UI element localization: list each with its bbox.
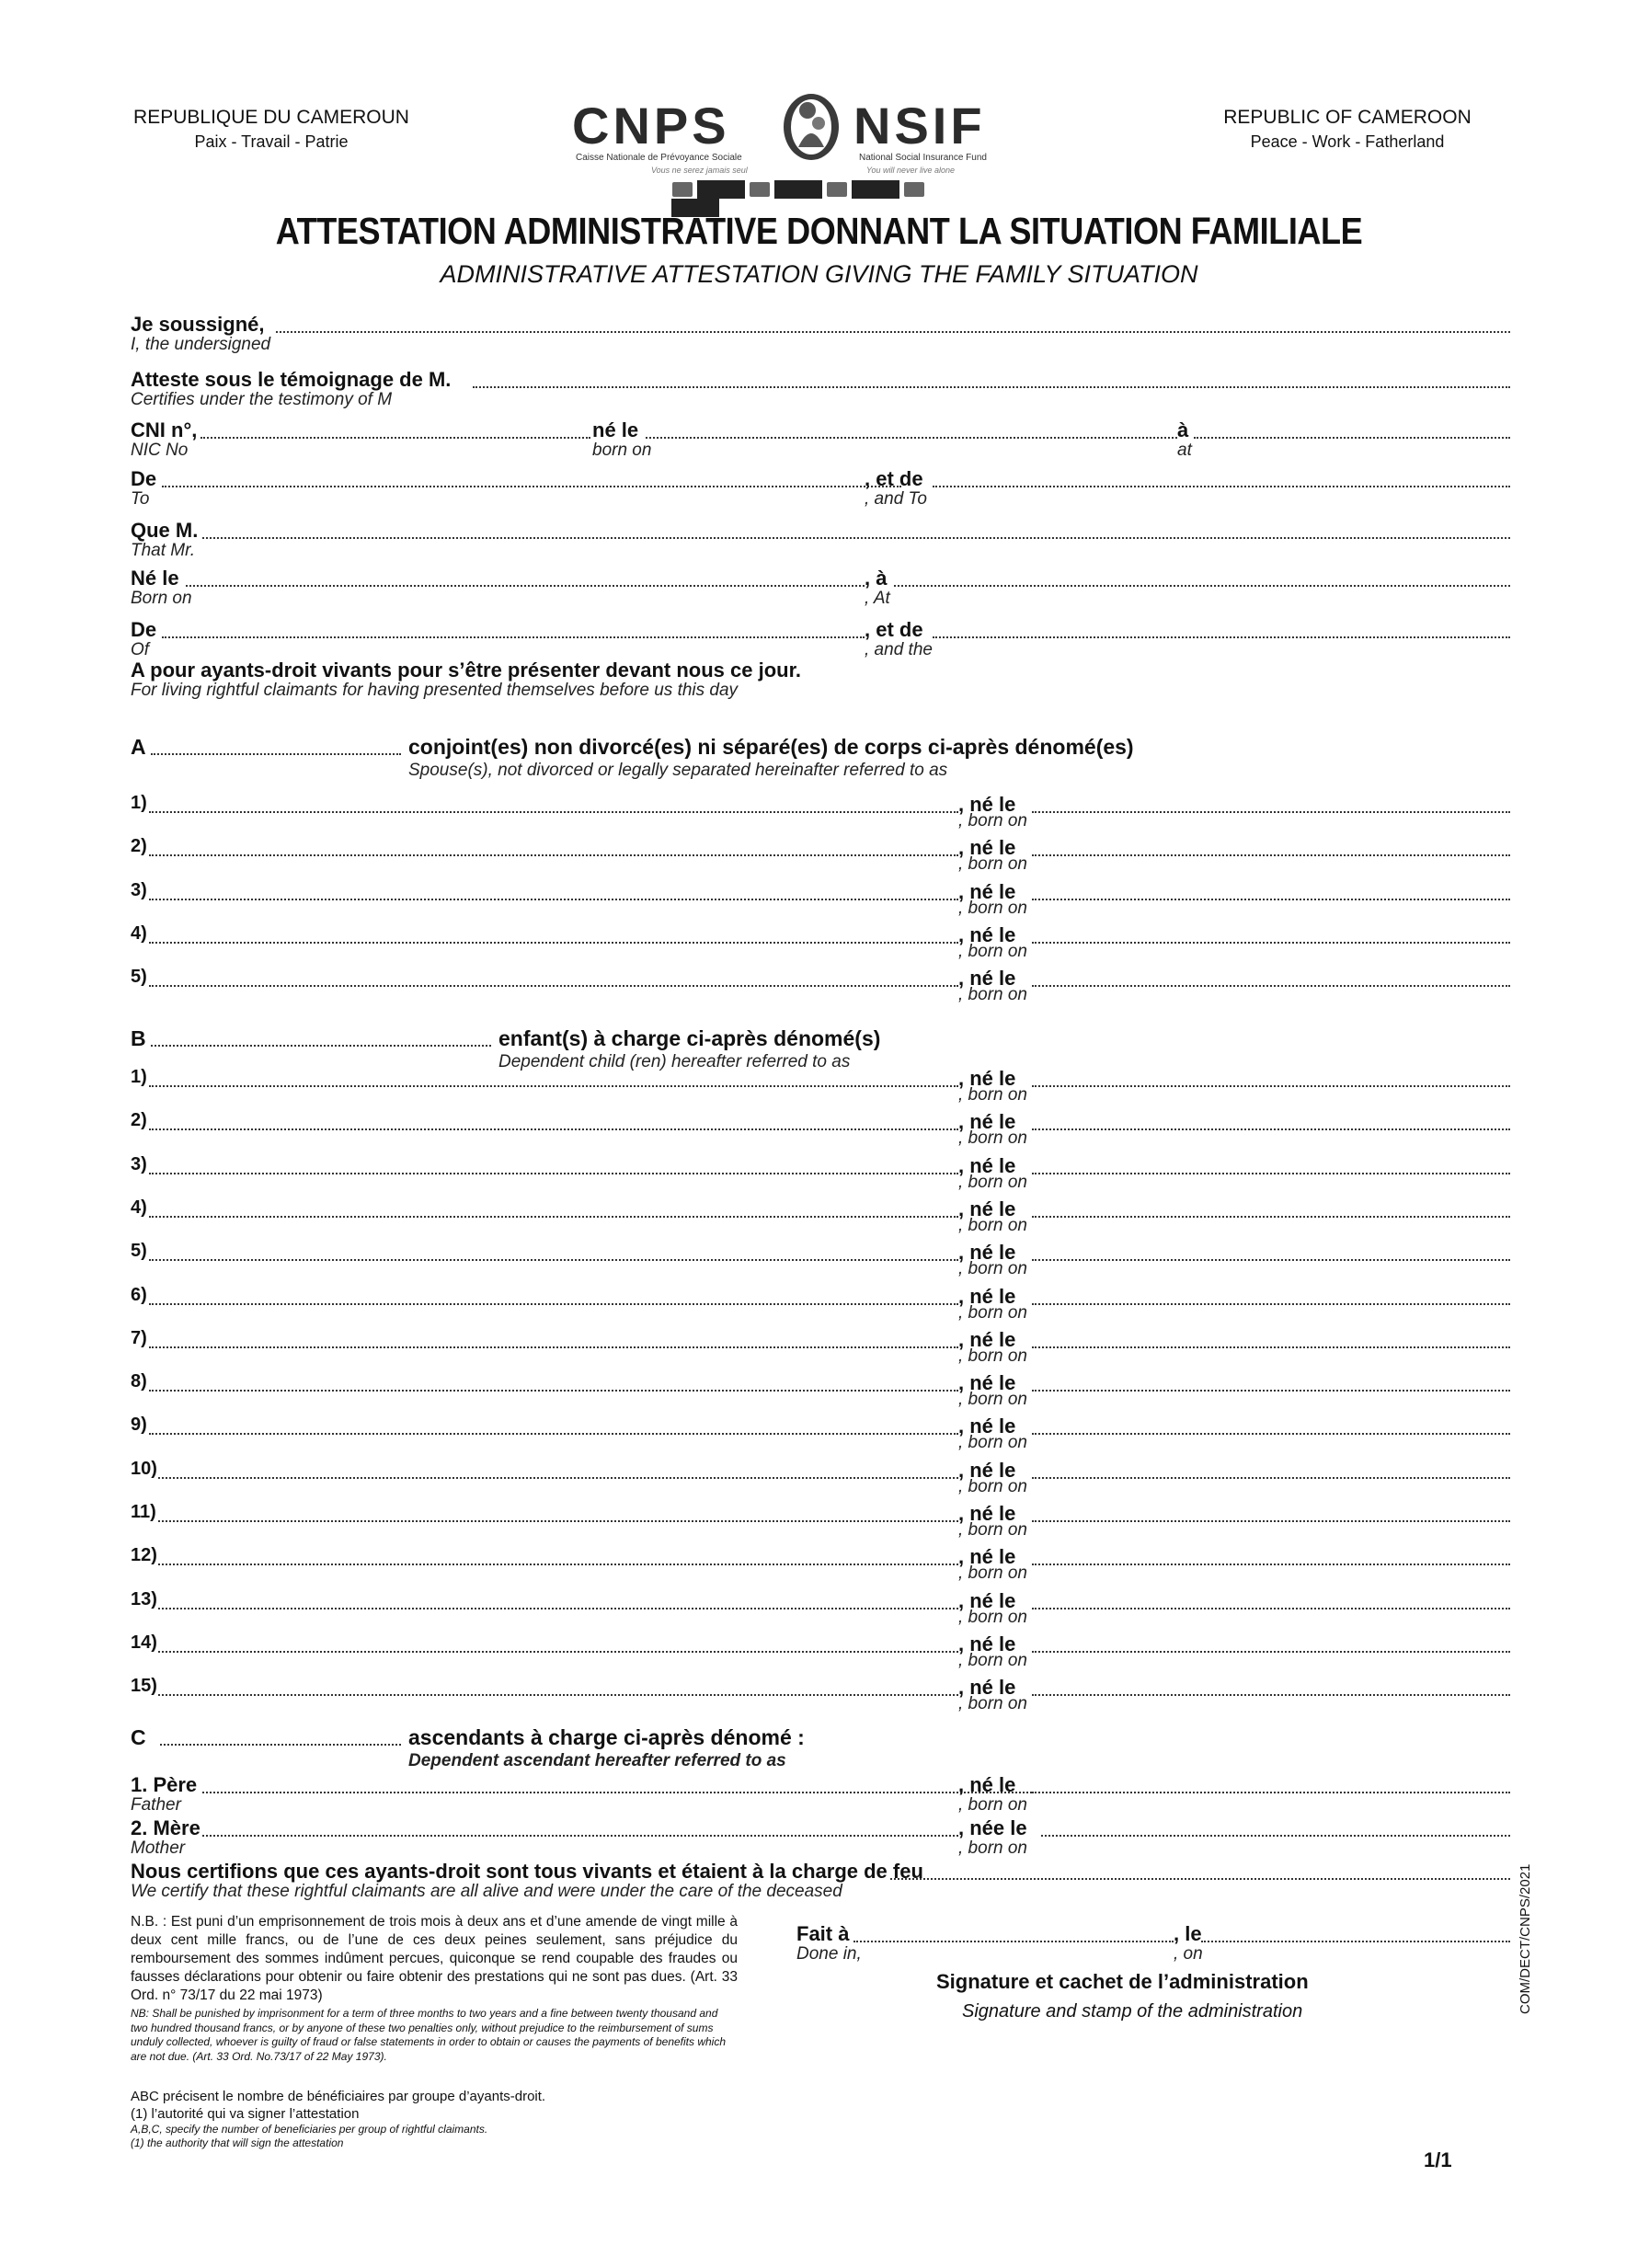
child-birthdate-field[interactable] [1032, 1632, 1510, 1653]
child-born-label-en: , born on [958, 1128, 1027, 1149]
legal-notice-fr: N.B. : Est puni d’un emprisonnement de trois mois à deux ans et d’une amende de vingt mille à deux cent mille francs, ou de l’une de ces deux peines seulement, sans préjudice du remboursement des sommes indûment percues, quiconque se rend coupable des fraudes ou fausses déclarations pour obtenir ou faire obtenir des prestations qui ne sont pas dues. (Art. 33 Ord. n° 73/17 du 22 mai 1973) [131, 1914, 738, 2003]
logo-left-tagline: Vous ne serez jamais seul [651, 166, 748, 175]
child-row-number: 1) [131, 1067, 147, 1087]
section-b-subtitle: Dependent child (ren) hereafter referred to as [498, 1052, 851, 1071]
child-born-label: , né le [958, 1458, 1016, 1482]
child-birthdate-field[interactable] [1032, 1502, 1510, 1522]
logo-right-tagline: You will never live alone [866, 166, 956, 175]
deceased-birthdate-field[interactable] [186, 567, 865, 587]
seal-box-icon [774, 180, 822, 199]
spouse-row-number: 3) [131, 879, 147, 900]
label-de-2: De [131, 618, 157, 641]
child-name-field[interactable] [149, 1328, 958, 1348]
identity-row [131, 313, 1510, 359]
child-name-field[interactable] [149, 1241, 958, 1261]
spouse-row [131, 967, 1510, 1013]
identity-row [131, 567, 1510, 613]
footnotes [131, 2088, 774, 2150]
motto-en: Peace - Work - Fatherland [1250, 132, 1445, 151]
child-name-field[interactable] [149, 1415, 958, 1435]
child-row-number: 12) [131, 1545, 157, 1566]
fait-label-en: Done in, [796, 1944, 862, 1964]
label-que-en: That Mr. [131, 541, 196, 560]
signature-block [796, 1922, 1514, 2033]
spouse-born-label-en: , born on [958, 811, 1027, 830]
father-label-en: Father [131, 1795, 181, 1815]
child-row-number: 11) [131, 1502, 156, 1522]
child-birthdate-field[interactable] [1032, 1371, 1510, 1392]
seal-icon [750, 182, 770, 197]
section-c-count-field[interactable] [160, 1725, 401, 1746]
spouse-birthdate-field[interactable] [1032, 836, 1510, 856]
mother-born-label-en: , born on [958, 1838, 1027, 1858]
signature-title-en: Signature and stamp of the administration [962, 2001, 1303, 2022]
logo-left-sub: Caisse Nationale de Prévoyance Sociale [576, 153, 742, 163]
child-birthdate-field[interactable] [1032, 1241, 1510, 1261]
seal-icon [904, 182, 924, 197]
label-a-2: , à [865, 567, 888, 590]
child-born-label-en: , born on [958, 1476, 1027, 1496]
child-born-label: , né le [958, 1241, 1016, 1265]
child-born-label: , né le [958, 1545, 1016, 1569]
child-name-field[interactable] [158, 1676, 958, 1696]
spouse-row-number: 1) [131, 793, 147, 813]
child-born-label: , né le [958, 1632, 1016, 1655]
child-born-label: , né le [958, 1676, 1016, 1700]
spouse-name-field[interactable] [149, 793, 958, 813]
mother-row [131, 1816, 1510, 1862]
country-fr: REPUBLIQUE DU CAMEROUN [133, 107, 409, 128]
child-row [131, 1328, 1510, 1374]
child-row-number: 14) [131, 1632, 157, 1653]
deceased-father-field[interactable] [162, 618, 865, 638]
father-label: 1. Père [131, 1773, 198, 1796]
child-name-field[interactable] [149, 1285, 958, 1305]
birthdate-field[interactable] [646, 418, 1177, 439]
spouse-born-label: , né le [958, 836, 1016, 860]
child-row [131, 1632, 1510, 1678]
child-born-label-en: , born on [958, 1085, 1027, 1105]
spouse-born-label: , né le [958, 879, 1016, 903]
child-row-number: 2) [131, 1110, 147, 1131]
logo-emblem-icon [780, 92, 842, 162]
child-row-number: 10) [131, 1458, 157, 1479]
child-born-label: , né le [958, 1153, 1016, 1177]
child-born-label-en: , born on [958, 1259, 1027, 1279]
spouse-born-label: , né le [958, 967, 1016, 991]
child-born-label: , né le [958, 1502, 1016, 1525]
child-row [131, 1197, 1510, 1243]
section-c-header [131, 1722, 1510, 1777]
child-born-label: , né le [958, 1415, 1016, 1438]
label-atteste: Atteste sous le témoignage de M. [131, 368, 452, 391]
child-row-number: 8) [131, 1371, 147, 1392]
spouse-name-field[interactable] [149, 923, 958, 944]
child-birthdate-field[interactable] [1032, 1415, 1510, 1435]
section-b-letter: B [131, 1026, 146, 1050]
child-name-field[interactable] [158, 1545, 958, 1565]
label-et-de-1-en: , and To [865, 489, 927, 509]
document-reference: COM/DECT/CNPS/2021 [1518, 1863, 1533, 2014]
label-et-de-2-en: , and the [865, 640, 933, 659]
identity-row [131, 467, 1510, 513]
page-title: ATTESTATION ADMINISTRATIVE DONNANT LA SITUATION FAMILIALE [275, 210, 1363, 252]
father-name-field[interactable] [202, 1773, 1032, 1793]
seal-box-icon [697, 180, 745, 199]
footnote-1: ABC précisent le nombre de bénéficiaires par groupe d’ayants-droit. [131, 2089, 546, 2104]
child-name-field[interactable] [158, 1632, 958, 1653]
child-row [131, 1415, 1510, 1460]
child-row [131, 1371, 1510, 1417]
spouse-birthdate-field[interactable] [1032, 880, 1510, 900]
label-ne-le-2: Né le [131, 567, 179, 590]
header-right [1196, 107, 1499, 152]
child-born-label-en: , born on [958, 1390, 1027, 1410]
child-row-number: 7) [131, 1327, 147, 1348]
child-born-label: , né le [958, 1110, 1016, 1134]
child-born-label-en: , born on [958, 1215, 1027, 1235]
label-a: à [1177, 418, 1189, 441]
child-birthdate-field[interactable] [1032, 1285, 1510, 1305]
seal-icon [827, 182, 847, 197]
section-a-header [131, 731, 1510, 786]
child-row [131, 1589, 1510, 1635]
legal-notice-en: NB: Shall be punished by imprisonment for a term of three months to two years and a fine between twenty thousand and two hundred thousand francs, or by anyone of these two penalties only, without prejudice to the reimbursement of sums unduly collected, whoever is guilty of fraud or false statements in order to obtain or causes the payments of benefits which are not due. (Art. 33 Ord. No.73/17 of 22 May 1973). [131, 2007, 727, 2063]
child-row-number: 15) [131, 1676, 157, 1697]
label-et-de-1: , et de [865, 467, 923, 490]
child-name-field[interactable] [149, 1110, 958, 1130]
child-birthdate-field[interactable] [1032, 1328, 1510, 1348]
label-a-2-en: , At [865, 589, 890, 608]
identity-row [131, 368, 1510, 414]
mother-label: 2. Mère [131, 1816, 200, 1839]
cni-number-field[interactable] [200, 418, 590, 439]
mother-name-field[interactable] [202, 1816, 958, 1837]
certify-row [131, 1860, 1510, 1906]
child-born-label-en: , born on [958, 1520, 1027, 1540]
deceased-field[interactable] [202, 519, 1510, 539]
place-field[interactable] [853, 1922, 1174, 1942]
spouse-born-label: , né le [958, 922, 1016, 946]
spouse-born-label-en: , born on [958, 941, 1027, 961]
child-row [131, 1459, 1510, 1505]
certify-text: Nous certifions que ces ayants-droit sont tous vivants et étaient à la charge de feu [131, 1860, 923, 1883]
section-a-title: conjoint(es) non divorcé(es) ni séparé(es) de corps ci-après dénomé(es) [408, 735, 1134, 759]
child-row-number: 4) [131, 1197, 147, 1218]
spouse-row [131, 880, 1510, 926]
section-b-count-field[interactable] [151, 1026, 491, 1047]
page-number: 1/1 [1424, 2148, 1452, 2171]
father-of-witness-field[interactable] [162, 467, 901, 487]
label-soussigne: Je soussigné, [131, 313, 265, 336]
label-de-1-en: To [131, 489, 150, 509]
witness-name-field[interactable] [473, 368, 1510, 388]
child-born-label-en: , born on [958, 1302, 1027, 1323]
footnote-3: A,B,C, specify the number of beneficiaries per group of rightful claimants. [131, 2123, 488, 2136]
footnote-2: (1) l’autorité qui va signer l’attestation [131, 2106, 360, 2122]
child-name-field[interactable] [158, 1589, 958, 1609]
section-c-letter: C [131, 1725, 146, 1749]
spouse-born-label-en: , born on [958, 898, 1027, 918]
child-row-number: 5) [131, 1241, 147, 1262]
logo-right-sub: National Social Insurance Fund [859, 153, 987, 163]
spouse-name-field[interactable] [149, 967, 958, 987]
mother-birthdate-field[interactable] [1041, 1816, 1510, 1837]
seal-icon [672, 182, 693, 197]
child-row-number: 9) [131, 1415, 147, 1436]
identity-row [131, 659, 1510, 704]
spouse-row [131, 923, 1510, 969]
child-birthdate-field[interactable] [1032, 1459, 1510, 1479]
child-birthdate-field[interactable] [1032, 1589, 1510, 1609]
child-name-field[interactable] [149, 1154, 958, 1174]
date-label-en: , on [1174, 1944, 1203, 1964]
fait-label: Fait à [796, 1922, 850, 1945]
spouse-row-number: 5) [131, 967, 147, 988]
motto-fr: Paix - Travail - Patrie [194, 132, 349, 151]
label-a-en: at [1177, 441, 1192, 460]
label-cni-en: NIC No [131, 441, 189, 460]
spouse-row [131, 793, 1510, 839]
spouse-birthdate-field[interactable] [1032, 923, 1510, 944]
child-born-label-en: , born on [958, 1694, 1027, 1714]
child-born-label-en: , born on [958, 1564, 1027, 1584]
child-row-number: 3) [131, 1153, 147, 1174]
child-row [131, 1285, 1510, 1331]
section-a-subtitle: Spouse(s), not divorced or legally separated hereinafter referred to as [408, 761, 948, 780]
logo-left-text: CNPS [572, 97, 730, 155]
spouse-birthdate-field[interactable] [1032, 793, 1510, 813]
child-born-label-en: , born on [958, 1346, 1027, 1366]
child-born-label: , né le [958, 1284, 1016, 1308]
label-atteste-en: Certifies under the testimony of M [131, 390, 393, 409]
section-a-letter: A [131, 735, 146, 759]
spouse-name-field[interactable] [149, 836, 958, 856]
child-born-label: , né le [958, 1067, 1016, 1090]
spouse-name-field[interactable] [149, 880, 958, 900]
page-subtitle: ADMINISTRATIVE ATTESTATION GIVING THE FAMILY SITUATION [440, 260, 1198, 288]
child-row [131, 1502, 1510, 1548]
section-b-title: enfant(s) à charge ci-après dénomé(s) [498, 1026, 881, 1050]
child-row-number: 13) [131, 1588, 157, 1609]
cnps-logo [568, 96, 1042, 206]
footnote-4: (1) the authority that will sign the attestation [131, 2136, 344, 2149]
certify-text-en: We certify that these rightful claimants are all alive and were under the care of the deceased [131, 1882, 842, 1901]
mother-of-witness-field[interactable] [933, 467, 1510, 487]
child-name-field[interactable] [149, 1371, 958, 1392]
label-ne-le-2-en: Born on [131, 589, 192, 608]
label-que: Que M. [131, 519, 199, 542]
child-row [131, 1154, 1510, 1200]
child-birthdate-field[interactable] [1032, 1154, 1510, 1174]
certification-seals [670, 180, 964, 200]
identity-row [131, 618, 1510, 664]
spouse-born-label-en: , born on [958, 854, 1027, 875]
label-ne-le-en: born on [592, 441, 652, 460]
seal-box-icon [852, 180, 899, 199]
child-born-label: , né le [958, 1197, 1016, 1220]
header-left [120, 107, 423, 152]
mother-born-label: , née le [958, 1816, 1027, 1839]
child-row-number: 6) [131, 1284, 147, 1305]
child-name-field[interactable] [149, 1197, 958, 1218]
label-ayants: A pour ayants-droit vivants pour s’être présenter devant nous ce jour. [131, 659, 802, 682]
child-row [131, 1241, 1510, 1287]
soussigne-field[interactable] [276, 313, 1510, 333]
label-ne-le: né le [592, 418, 639, 441]
child-born-label: , né le [958, 1371, 1016, 1395]
deceased-birthplace-field[interactable] [894, 567, 1510, 587]
father-birthdate-field[interactable] [1032, 1773, 1510, 1793]
label-cni: CNI n°, [131, 418, 198, 441]
child-row [131, 1676, 1510, 1722]
label-de-2-en: Of [131, 640, 150, 659]
child-born-label: , né le [958, 1588, 1016, 1612]
father-born-label-en: , born on [958, 1795, 1027, 1815]
country-en: REPUBLIC OF CAMEROON [1223, 107, 1472, 128]
label-ayants-en: For living rightful claimants for having presented themselves before us this day [131, 681, 739, 700]
child-birthdate-field[interactable] [1032, 1545, 1510, 1565]
child-born-label: , né le [958, 1327, 1016, 1351]
legal-notice [131, 1913, 738, 2064]
child-row [131, 1110, 1510, 1156]
deceased-name-field[interactable] [890, 1860, 1510, 1880]
child-row [131, 1545, 1510, 1591]
label-et-de-2: , et de [865, 618, 923, 641]
child-name-field[interactable] [158, 1459, 958, 1479]
child-birthdate-field[interactable] [1032, 1676, 1510, 1696]
label-soussigne-en: I, the undersigned [131, 335, 271, 354]
identity-row [131, 418, 1510, 464]
mother-label-en: Mother [131, 1838, 186, 1858]
child-birthdate-field[interactable] [1032, 1110, 1510, 1130]
spouse-born-label-en: , born on [958, 985, 1027, 1005]
child-born-label-en: , born on [958, 1650, 1027, 1670]
child-born-label-en: , born on [958, 1172, 1027, 1192]
label-de-1: De [131, 467, 157, 490]
section-b-header [131, 1023, 1510, 1078]
child-birthdate-field[interactable] [1032, 1197, 1510, 1218]
identity-row [131, 519, 1510, 565]
spouse-row-number: 4) [131, 922, 147, 944]
child-name-field[interactable] [158, 1502, 958, 1522]
date-field[interactable] [1201, 1922, 1510, 1942]
father-row [131, 1773, 1510, 1819]
spouse-row [131, 836, 1510, 882]
section-c-subtitle: Dependent ascendant hereafter referred to as [408, 1751, 786, 1770]
child-born-label-en: , born on [958, 1607, 1027, 1627]
signature-title: Signature et cachet de l’administration [936, 1970, 1309, 1993]
spouse-row-number: 2) [131, 836, 147, 857]
birthplace-field[interactable] [1194, 418, 1510, 439]
date-label: , le [1174, 1922, 1202, 1945]
logo-right-text: NSIF [853, 97, 986, 155]
child-born-label-en: , born on [958, 1433, 1027, 1453]
section-a-count-field[interactable] [151, 735, 401, 755]
father-born-label: , né le [958, 1773, 1016, 1796]
deceased-mother-field[interactable] [933, 618, 1510, 638]
section-c-title: ascendants à charge ci-après dénomé : [408, 1725, 805, 1749]
spouse-born-label: , né le [958, 793, 1016, 816]
spouse-birthdate-field[interactable] [1032, 967, 1510, 987]
